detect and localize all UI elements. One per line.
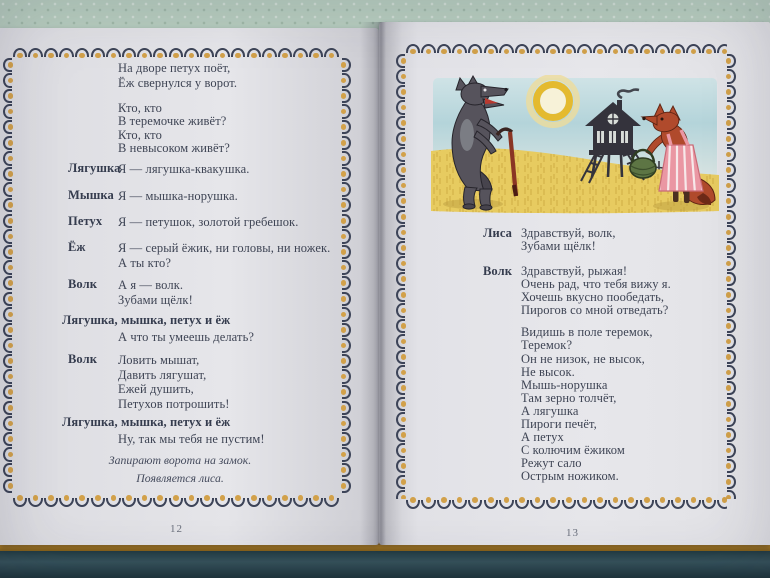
stanza: Видишь в поле теремок, Теремок? Он не низок, не высок, Не высок. Мышь-норушка Там зерно толчёт, А лягушка Пироги печёт, А петух С колючим ёжиком Режут сало Острым ножиком.	[521, 325, 653, 484]
book-cover-band	[0, 551, 770, 578]
dialogue-lines: Я — серый ёжик, ни головы, ни ножек. А ты кто?	[118, 241, 331, 270]
dialogue-lines: Ловить мышат, Давить лягушат, Ежей душить, Петухов потрошить!	[118, 353, 230, 411]
verse-line: В теремочке живёт?	[118, 114, 227, 129]
border-right-edge	[725, 53, 738, 499]
page-number-right: 13	[566, 527, 579, 539]
border-bottom-edge	[405, 497, 727, 510]
dialogue-lines: Я — мышка-норушка.	[118, 189, 238, 203]
border-top-edge	[12, 46, 342, 59]
speaker-name: Волк	[68, 352, 98, 366]
dialogue-lines: Здравствуй, волк, Зубами щёлк!	[521, 226, 616, 254]
dialogue-lines: А я — волк. Зубами щёлк!	[118, 278, 193, 307]
dialogue-lines: Ну, так мы тебя не пустим!	[118, 432, 265, 446]
stage-direction: Запирают ворота на замок. Появляется лиса.	[108, 453, 252, 485]
border-top-edge	[405, 42, 727, 55]
speaker-name: Лягушка	[68, 161, 121, 175]
verse-question	[118, 102, 230, 156]
stanza: Здравствуй, рыжая! Очень рад, что тебя вижу я. Хочешь вкусно пообедать, Пирогов со мной отведать?	[521, 264, 671, 318]
dialogue-lines: Я — лягушка-квакушка.	[118, 162, 250, 176]
verse-line: Кто, кто	[118, 127, 162, 142]
page-number-left: 12	[170, 523, 183, 535]
verse-line: На дворе петух поёт,	[118, 61, 231, 75]
verse-line: В невысоком живёт?	[118, 141, 230, 156]
border-left-edge	[394, 53, 407, 499]
speaker-name: Лиса	[483, 226, 512, 240]
border-left-edge	[1, 57, 14, 497]
speaker-name: Петух	[68, 214, 103, 228]
speaker-name: Ёж	[68, 240, 86, 254]
illustration-wolf-and-fox	[431, 75, 719, 214]
speaker-name: Волк	[68, 277, 98, 291]
dialogue-lines: А что ты умеешь делать?	[118, 330, 255, 344]
speaker-name: Волк	[482, 264, 512, 278]
speaker-name: Лягушка, мышка, петух и ёж	[62, 313, 231, 327]
wolf-hindleg	[480, 189, 492, 207]
border-right-edge	[340, 57, 353, 497]
sun	[529, 77, 577, 125]
verse-line: Ёж свернулся у ворот.	[118, 75, 238, 90]
verse-opening	[118, 61, 237, 90]
speaker-name: Мышка	[68, 188, 114, 202]
dialogue-lines: Я — петушок, золотой гребешок.	[118, 215, 299, 229]
dialogue-lines	[521, 265, 671, 484]
verse-line: Кто, кто	[118, 101, 162, 115]
speaker-name: Лягушка, мышка, петух и ёж	[62, 415, 231, 429]
border-bottom-edge	[12, 495, 342, 508]
